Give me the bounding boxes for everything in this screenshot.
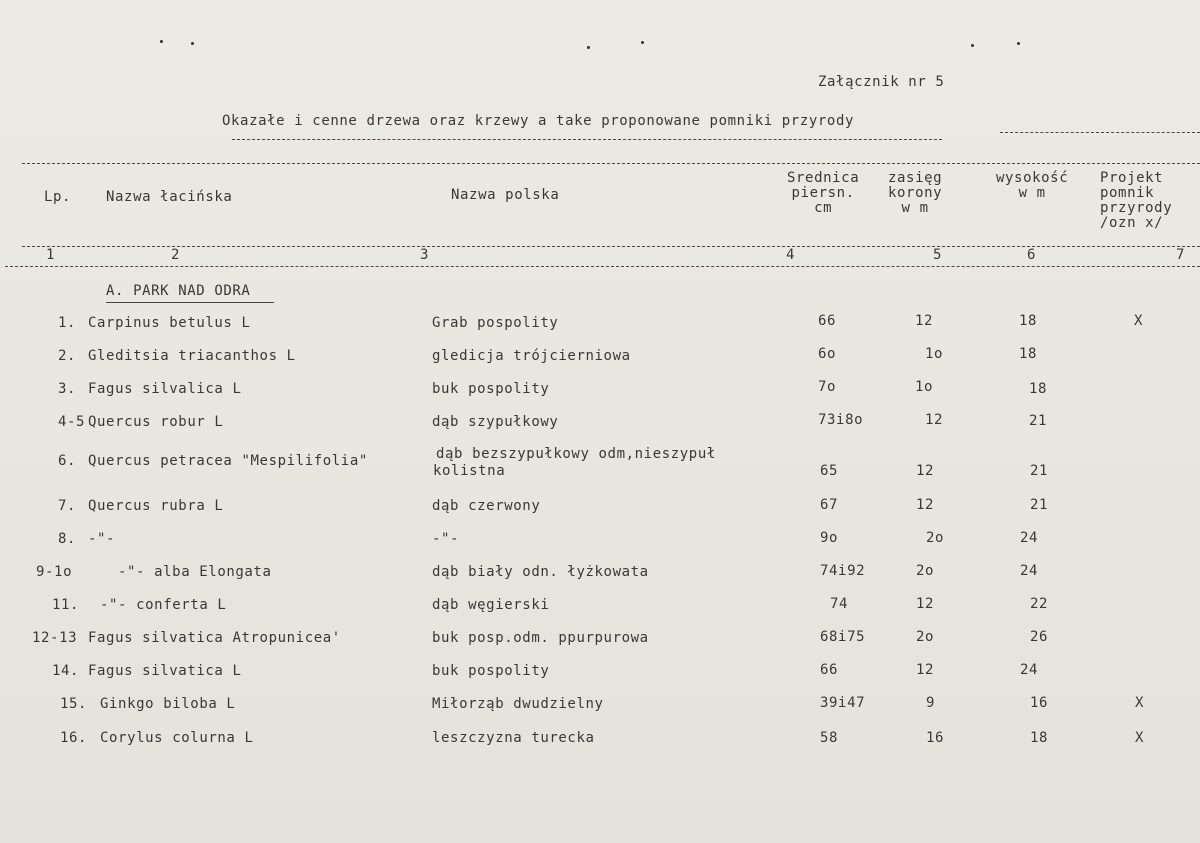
polish-name: buk pospolity (432, 381, 550, 397)
polish-name: gledicja trójcierniowa (432, 348, 631, 364)
latin-name: Carpinus betulus L (88, 315, 251, 331)
diameter-value: 65 (820, 463, 839, 479)
column-number: 7 (1176, 247, 1186, 263)
height-value: 21 (1030, 463, 1049, 479)
polish-name: buk posp.odm. ppurpurowa (432, 630, 649, 646)
polish-name: dąb szypułkowy (432, 414, 559, 430)
row-number: 3. (58, 381, 77, 397)
row-number: 6. (58, 453, 77, 469)
row-number: 7. (58, 498, 77, 514)
height-value: 21 (1030, 497, 1049, 513)
latin-name: Gleditsia triacanthos L (88, 348, 296, 364)
row-number: 14. (52, 663, 80, 679)
polish-name: dąb węgierski (432, 597, 550, 613)
diameter-value: 74 (830, 596, 849, 612)
latin-name: Ginkgo biloba L (100, 696, 236, 712)
header-latin-name: Nazwa łacińska (106, 189, 233, 205)
latin-name: Fagus silvatica Atropunicea' (88, 630, 341, 646)
height-value: 26 (1030, 629, 1049, 645)
header-height: wysokość w m (996, 170, 1069, 201)
polish-name: dąb czerwony (432, 498, 541, 514)
column-number: 5 (933, 247, 943, 263)
row-number: 2. (58, 348, 77, 364)
latin-name: -"- conferta L (100, 597, 227, 613)
latin-name: Fagus silvatica L (88, 663, 242, 679)
document-title: Okazałe i cenne drzewa oraz krzewy a take proponowane pomniki przyrody (222, 113, 855, 129)
height-value: 24 (1020, 662, 1039, 678)
ink-speck (641, 41, 644, 44)
crown-value: 2o (916, 629, 935, 645)
polish-name: dąb bezszypułkowy odm,nieszypuł (436, 446, 716, 462)
ink-speck (160, 40, 163, 43)
monument-mark: X (1135, 730, 1145, 746)
row-number: 1. (58, 315, 77, 331)
crown-value: 2o (916, 563, 935, 579)
crown-value: 9 (926, 695, 936, 711)
crown-value: 12 (916, 596, 935, 612)
header-polish-name: Nazwa polska (451, 187, 560, 203)
diameter-value: 58 (820, 730, 839, 746)
latin-name: Quercus rubra L (88, 498, 224, 514)
column-number: 1 (46, 247, 56, 263)
diameter-value: 68i75 (820, 629, 866, 645)
height-value: 24 (1020, 530, 1039, 546)
diameter-value: 66 (820, 662, 839, 678)
row-number: 12-13 (32, 630, 78, 646)
latin-name: -"- alba Elongata (118, 564, 272, 580)
column-number: 4 (786, 247, 796, 263)
height-value: 18 (1029, 381, 1048, 397)
ink-speck (587, 46, 590, 49)
crown-value: 12 (916, 497, 935, 513)
column-number: 2 (171, 247, 181, 263)
ink-speck (191, 42, 194, 45)
polish-name: Grab pospolity (432, 315, 559, 331)
header-bottom-rule-2 (5, 266, 1200, 267)
diameter-value: 73i8o (818, 412, 864, 428)
row-number: 11. (52, 597, 80, 613)
ink-speck (1017, 42, 1020, 45)
diameter-value: 6o (818, 346, 837, 362)
crown-value: 16 (926, 730, 945, 746)
crown-value: 12 (925, 412, 944, 428)
diameter-value: 39i47 (820, 695, 866, 711)
height-value: 22 (1030, 596, 1049, 612)
section-heading: A. PARK NAD ODRA (106, 283, 251, 299)
latin-name: -"- (88, 531, 116, 547)
column-number: 6 (1027, 247, 1037, 263)
crown-value: 12 (916, 463, 935, 479)
monument-mark: X (1135, 695, 1145, 711)
polish-name: dąb biały odn. łyżkowata (432, 564, 649, 580)
height-value: 18 (1030, 730, 1049, 746)
diameter-value: 74i92 (820, 563, 866, 579)
crown-value: 12 (916, 662, 935, 678)
diameter-value: 9o (820, 530, 839, 546)
section-underline (106, 302, 274, 303)
diameter-value: 7o (818, 379, 837, 395)
annex-label: Załącznik nr 5 (818, 74, 945, 90)
height-value: 24 (1020, 563, 1039, 579)
polish-name-continued: kolistna (433, 463, 506, 479)
latin-name: Corylus colurna L (100, 730, 254, 746)
latin-name: Quercus robur L (88, 414, 224, 430)
column-number: 3 (420, 247, 430, 263)
ink-speck (971, 44, 974, 47)
polish-name: Miłorząb dwudzielny (432, 696, 604, 712)
height-value: 21 (1029, 413, 1048, 429)
header-project: Projekt pomnik przyrody /ozn x/ (1100, 170, 1173, 231)
latin-name: Quercus petracea "Mespilifolia" (88, 453, 368, 469)
row-number: 4-5 (58, 414, 86, 430)
polish-name: -"- (432, 531, 460, 547)
header-diameter: Srednica piersn. cm (787, 170, 860, 216)
monument-mark: X (1134, 313, 1144, 329)
polish-name: buk pospolity (432, 663, 550, 679)
header-lp: Lp. (44, 189, 72, 205)
diameter-value: 67 (820, 497, 839, 513)
header-bottom-rule-1 (22, 246, 1200, 247)
row-number: 8. (58, 531, 77, 547)
diameter-value: 66 (818, 313, 837, 329)
header-crown: zasięg korony w m (888, 170, 943, 216)
header-top-rule (22, 163, 1200, 164)
height-value: 18 (1019, 346, 1038, 362)
row-number: 15. (60, 696, 88, 712)
latin-name: Fagus silvalica L (88, 381, 242, 397)
crown-value: 1o (925, 346, 944, 362)
crown-value: 2o (926, 530, 945, 546)
height-value: 16 (1030, 695, 1049, 711)
polish-name: leszczyzna turecka (432, 730, 595, 746)
row-number: 9-1o (36, 564, 73, 580)
top-rule-right (1000, 132, 1200, 133)
crown-value: 12 (915, 313, 934, 329)
row-number: 16. (60, 730, 88, 746)
crown-value: 1o (915, 379, 934, 395)
height-value: 18 (1019, 313, 1038, 329)
title-underline (232, 139, 942, 140)
